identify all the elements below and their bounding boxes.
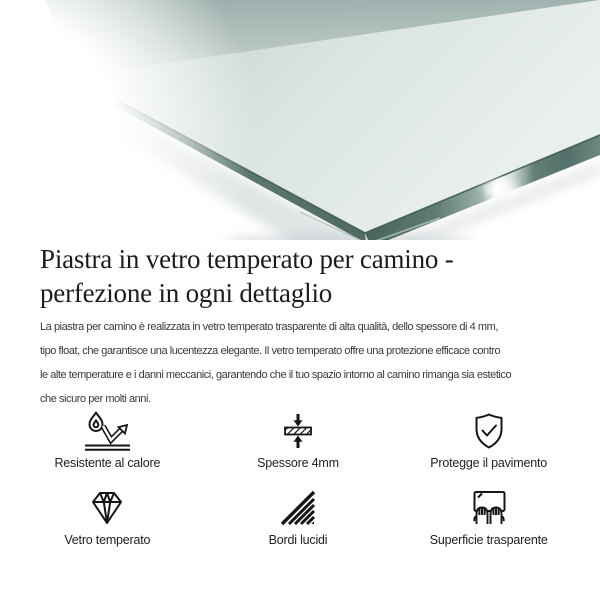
feature-heat-resistant [12, 411, 203, 471]
description-line: La piastra per camino è realizzata in vetro temperato trasparente di alta qualità, dello spessore di 4 mm, [40, 321, 498, 333]
transparent-surface-icon [466, 488, 512, 528]
feature-label: Vetro temperato [64, 533, 151, 547]
diamond-icon [84, 488, 130, 528]
feature-label: Spessore 4mm [257, 456, 339, 470]
polished-edges-icon [278, 488, 318, 528]
product-photo [0, 0, 600, 240]
description-line: tipo float, che garantisce una lucentezza elegante. Il vetro temperato offre una protezione efficace contro [40, 345, 501, 357]
feature-floor-protection [393, 411, 584, 471]
feature-label: Superficie trasparente [429, 533, 548, 547]
description-line: le alte temperature e i danni meccanici, garantendo che il tuo spazio intorno al camino rimanga sia estetico [40, 369, 512, 381]
feature-transparent-surface [393, 488, 584, 548]
feature-thickness [203, 411, 394, 471]
feature-label: Bordi lucidi [268, 533, 328, 547]
feature-grid [0, 411, 600, 548]
feature-label: Protegge il pavimento [430, 456, 548, 470]
thickness-icon [278, 411, 318, 451]
feature-polished-edges [203, 488, 394, 548]
page-title: Piastra in vetro temperato per camino - perfezione in ogni dettaglio [40, 244, 454, 308]
description-line: che sicuro per molti anni. [40, 393, 151, 405]
feature-tempered-glass [12, 488, 203, 548]
heat-resistant-icon [83, 411, 131, 451]
shield-check-icon [469, 411, 509, 451]
product-description [40, 315, 560, 411]
feature-label: Resistente al calore [54, 456, 161, 470]
glass-sheet-image [0, 0, 600, 240]
